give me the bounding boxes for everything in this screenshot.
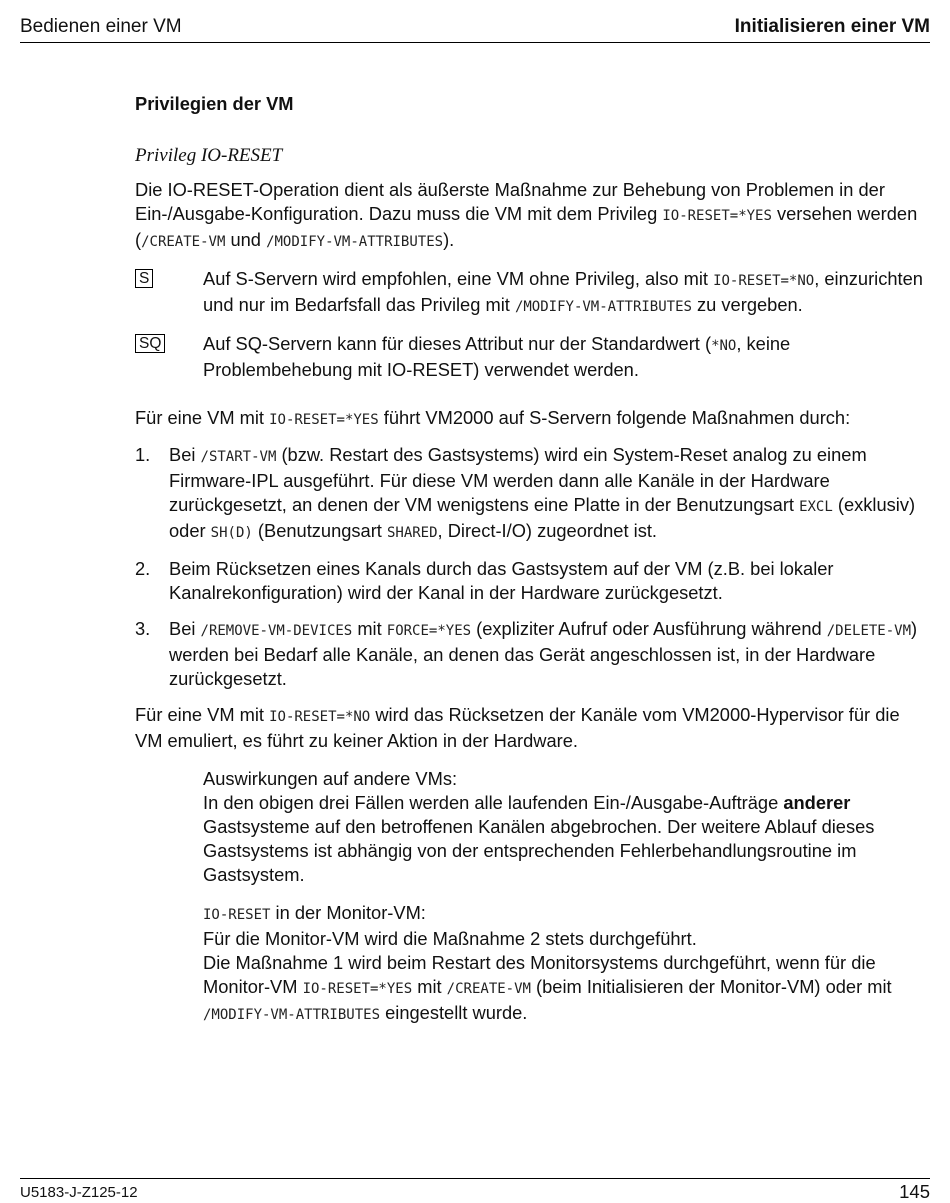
other-vms-note — [135, 767, 930, 887]
intro-paragraph — [135, 178, 930, 254]
running-header — [20, 12, 930, 43]
text-run: Auf S-Servern wird empfohlen, eine VM ohne Privileg, also mit — [203, 268, 714, 289]
text-run: ). — [443, 229, 455, 250]
note-heading — [203, 901, 930, 927]
code-run: /CREATE-VM — [141, 234, 226, 250]
code-run: /MODIFY-VM-ATTRIBUTES — [203, 1007, 381, 1023]
text-run: Auf SQ-Servern kann für dieses Attribut nur der Standardwert ( — [203, 333, 712, 354]
code-run: IO-RESET=*NO — [269, 709, 371, 725]
list-item — [135, 617, 930, 691]
text-run: zu vergeben. — [691, 294, 803, 315]
page-number: 145 — [899, 1181, 930, 1202]
note-line: Für die Monitor-VM wird die Maßnahme 2 stets durchgeführt. — [203, 928, 697, 949]
code-run: *NO — [711, 338, 737, 354]
header-section-title: Initialisieren einer VM — [734, 16, 930, 37]
code-run: IO-RESET — [203, 907, 271, 923]
text-run: (Benutzungsart — [252, 520, 387, 541]
text-run: Bei — [169, 444, 201, 465]
note-text — [203, 791, 930, 887]
header-chapter-title: Bedienen einer VM — [20, 16, 182, 37]
text-run: (exklusiv) oder — [169, 494, 916, 541]
text-run: Beim Rücksetzen eines Kanals durch das Gastsystem auf der VM (z.B. bei lokaler Kanalrekonfiguration) wird der Kanal in der Hardware zurückgesetzt. — [169, 558, 834, 603]
text-run: und — [225, 229, 267, 250]
no-paragraph — [135, 703, 930, 753]
code-run: /CREATE-VM — [446, 981, 531, 997]
text-run: , Direct-I/O) zugeordnet ist. — [437, 520, 657, 541]
code-run: /START-VM — [200, 449, 277, 465]
list-item — [135, 443, 930, 545]
list-item — [135, 557, 930, 605]
text-run: , keine Problembehebung mit IO-RESET) verwendet werden. — [203, 333, 791, 380]
code-run: IO-RESET=*YES — [302, 981, 413, 997]
text-run: (beim Initialisieren der Monitor-VM) oder mit — [530, 976, 892, 997]
sq-server-marker: SQ — [135, 334, 165, 353]
code-run: FORCE=*YES — [386, 623, 472, 639]
yes-intro-paragraph — [135, 406, 930, 432]
text-run: mit — [412, 976, 447, 997]
page-footer — [20, 1178, 930, 1201]
text-run: Bei — [169, 618, 201, 639]
list-number: 1. — [135, 444, 151, 465]
code-run: IO-RESET=*YES — [662, 208, 772, 224]
code-run: EXCL — [799, 499, 833, 515]
text-run: eingestellt wurde. — [380, 1002, 528, 1023]
code-run: /DELETE-VM — [826, 623, 912, 639]
text-run: , einzurichten und nur im Bedarfsfall das Privileg mit — [203, 268, 923, 315]
text-run: In den obigen drei Fällen werden alle laufenden Ein-/Ausgabe-Aufträge — [203, 792, 784, 813]
note-text — [203, 951, 930, 1027]
text-run: ) werden bei Bedarf alle Kanäle, an denen das Gerät angeschlossen ist, in der Hardware zurückgesetzt. — [169, 618, 918, 689]
text-run: versehen werden ( — [135, 203, 918, 250]
code-run: /MODIFY-VM-ATTRIBUTES — [514, 299, 692, 315]
code-run: SHARED — [386, 525, 438, 541]
text-run: wird das Rücksetzen der Kanäle vom VM2000-Hypervisor für die VM emuliert, es führt zu keiner Aktion in der Hardware. — [135, 704, 900, 751]
emphasis: anderer — [783, 792, 851, 813]
s-server-marker: S — [135, 269, 153, 288]
list-number: 2. — [135, 558, 151, 579]
text-run: Die Maßnahme 1 wird beim Restart des Monitorsystems durchgeführt, wenn für die Monitor-VM — [203, 952, 876, 997]
note-heading: Auswirkungen auf andere VMs: — [203, 768, 458, 789]
code-run: IO-RESET=*YES — [269, 412, 379, 428]
text-run: Die IO-RESET-Operation dient als äußerste Maßnahme zur Behebung von Problemen in der Ein-/Ausgabe-Konfiguration. Dazu muss die VM mit dem Privileg — [135, 179, 885, 224]
text-run: Gastsysteme auf den betroffenen Kanälen abgebrochen. Der weitere Ablauf dieses Gastsystems ist abhängig von der entsprechenden Fehlerbehandlungsroutine im Gastsystem. — [203, 816, 875, 885]
text-run: (bzw. Restart des Gastsystems) wird ein System-Reset analog zu einem Firmware-IPL ausgeführt. Für diese VM werden dann alle Kanäle in der Hardware zurückgesetzt, an denen der VM wenigstens eine Platte in der Benutzungsart — [169, 444, 867, 515]
list-number: 3. — [135, 618, 151, 639]
measures-list — [135, 443, 930, 691]
s-server-note — [135, 267, 930, 319]
subsection-heading: Privileg IO-RESET — [135, 145, 283, 166]
page-body — [135, 92, 930, 1027]
text-run: Für eine VM mit — [135, 407, 270, 428]
document-id: U5183-J-Z125-12 — [20, 1184, 138, 1201]
text-run: mit — [352, 618, 387, 639]
code-run: IO-RESET=*NO — [713, 273, 815, 289]
monitor-vm-note — [135, 901, 930, 1027]
text-run: in der Monitor-VM: — [270, 902, 426, 923]
section-heading: Privilegien der VM — [135, 93, 294, 114]
code-run: /MODIFY-VM-ATTRIBUTES — [266, 234, 444, 250]
sq-server-note — [135, 332, 930, 382]
code-run: SH(D) — [210, 525, 253, 541]
text-run: (expliziter Aufruf oder Ausführung während — [471, 618, 827, 639]
text-run: führt VM2000 auf S-Servern folgende Maßnahmen durch: — [378, 407, 851, 428]
text-run: Für eine VM mit — [135, 704, 270, 725]
code-run: /REMOVE-VM-DEVICES — [200, 623, 353, 639]
